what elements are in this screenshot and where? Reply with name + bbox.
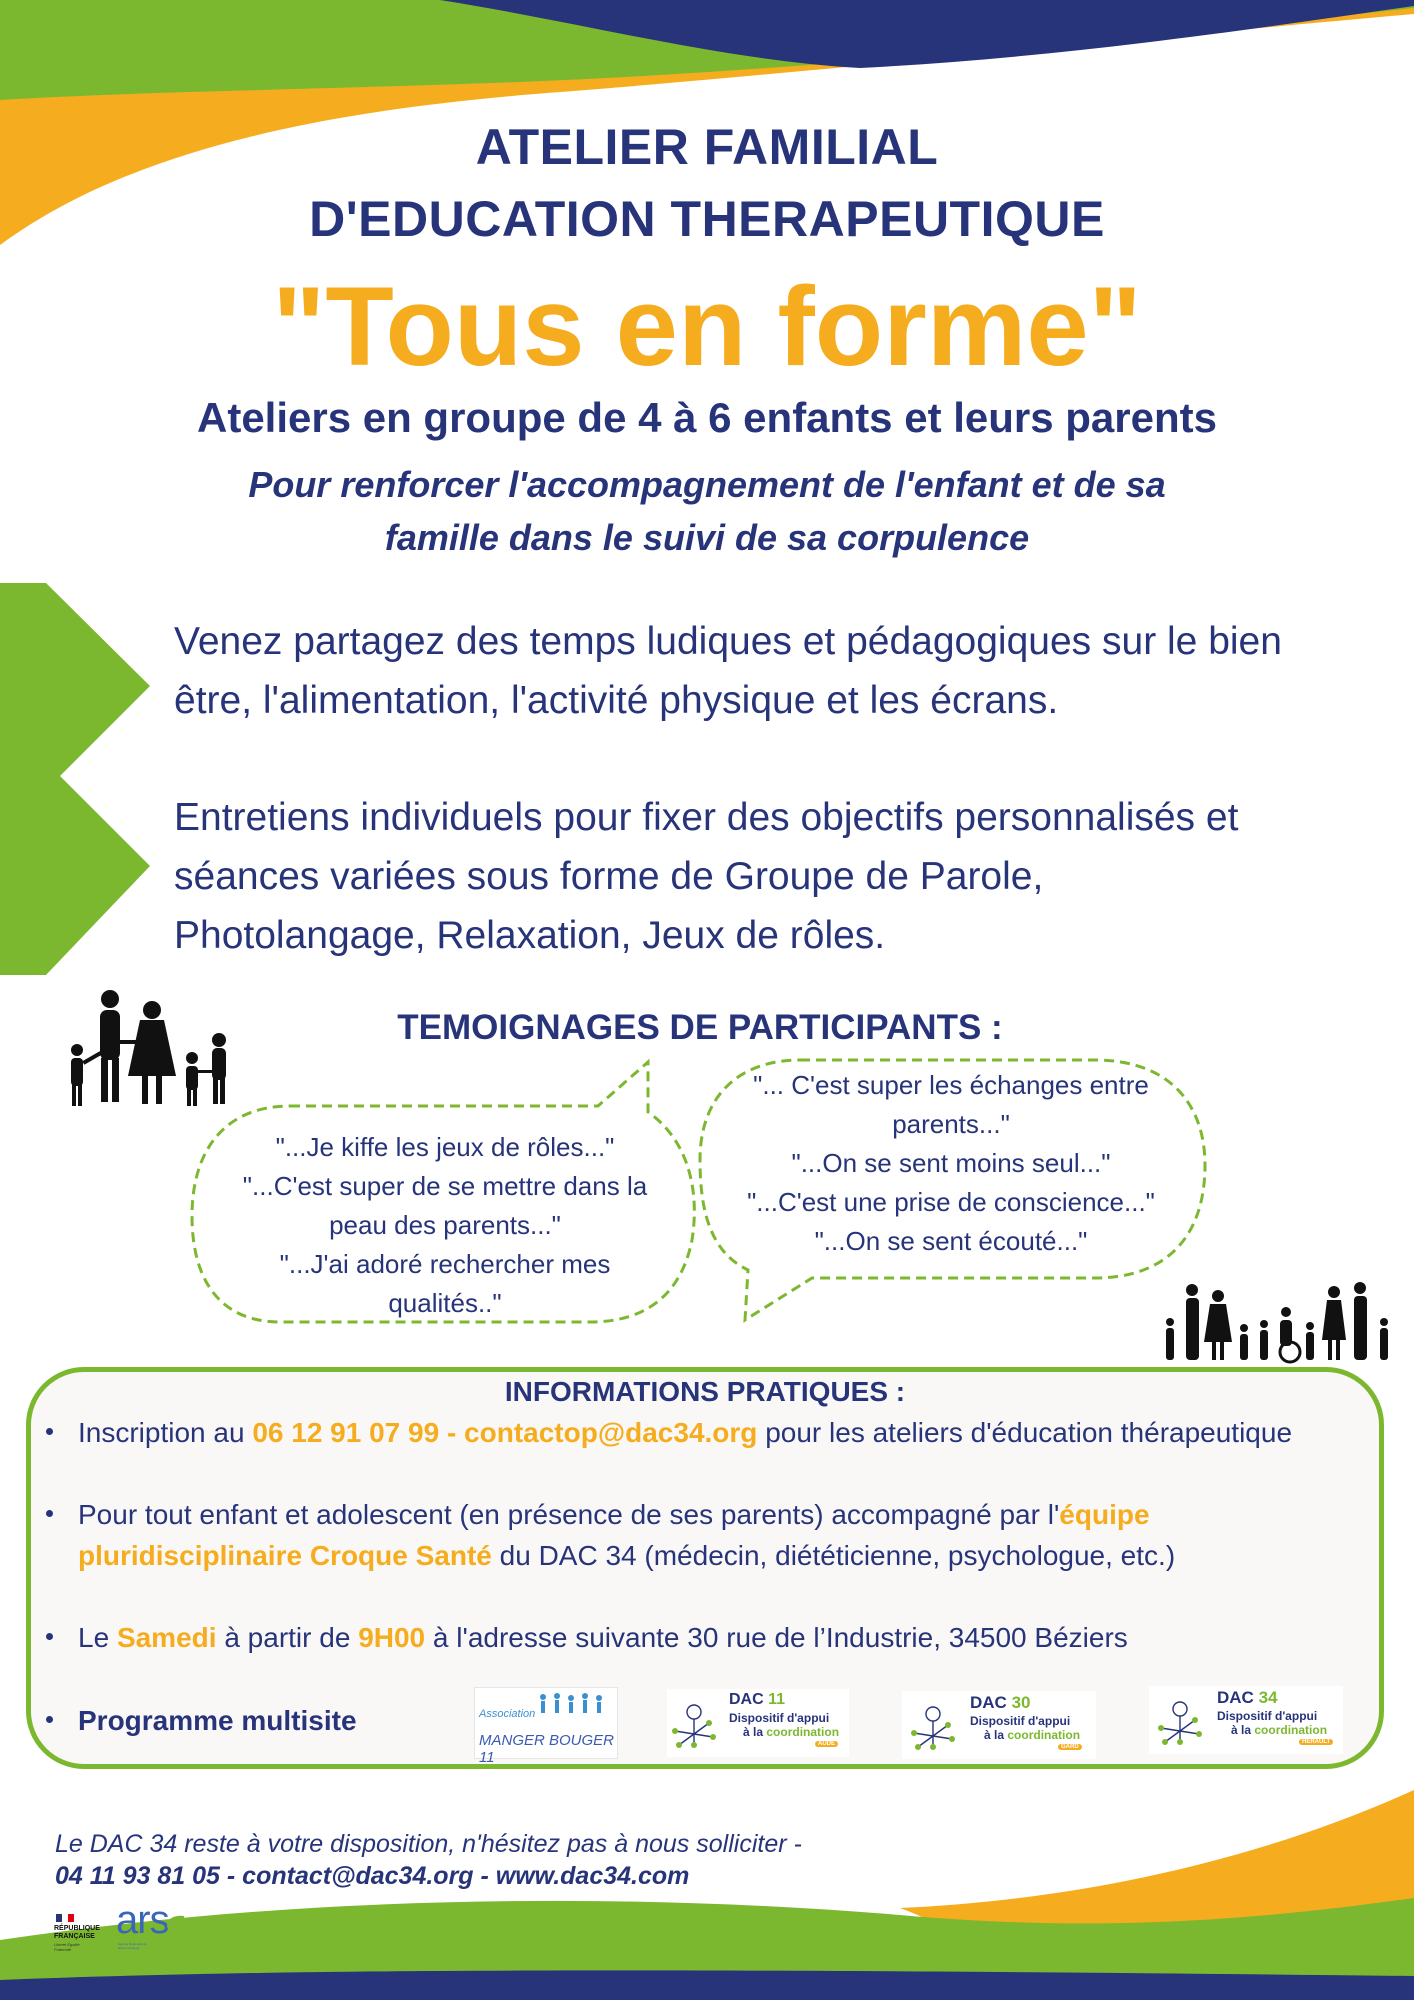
network-pin-icon (910, 1703, 956, 1753)
dac-34-line2a: à la (1231, 1723, 1255, 1737)
schedule-day: Samedi (116, 1622, 217, 1653)
testimonial-bubble-right (714, 1066, 1188, 1261)
testimonials-title: TEMOIGNAGES DE PARTICIPANTS : (397, 1008, 1003, 1047)
program-name: "Tous en forme" (272, 264, 1142, 389)
audience-suffix: du DAC 34 (médecin, diététicienne, psychologue, etc.) (491, 1540, 1176, 1571)
audience-team-highlight: équipe pluridisciplinaire Croque Santé (78, 1499, 1150, 1571)
schedule-address: à l'adresse suivante 30 rue de l’Industrie, 34500 Béziers (425, 1622, 1128, 1653)
dac-11-prefix: DAC (729, 1691, 764, 1708)
quote-line: "...C'est super de se mettre dans la (242, 1171, 648, 1201)
network-pin-icon (1157, 1698, 1203, 1748)
footer-availability: Le DAC 34 reste à votre disposition, n'hésitez pas à nous solliciter - (55, 1830, 802, 1858)
registration-contact-link[interactable]: 06 12 91 07 99 - contactop@dac34.org (252, 1417, 758, 1448)
dac-34-dept: HÉRAULT (1299, 1739, 1333, 1745)
footer-contact[interactable]: 04 11 93 81 05 - contact@dac34.org - www.dac34.com (55, 1862, 690, 1890)
subtitle: Ateliers en groupe de 4 à 6 enfants et leurs parents (197, 394, 1217, 441)
dac-11-line2b: coordination (766, 1725, 840, 1739)
intro-p1-line-1: Venez partagez des temps ludiques et pédagogiques sur le bien (174, 620, 1282, 663)
quote-line: "...J'ai adoré rechercher mes (279, 1249, 611, 1279)
manger-bouger-assoc: Association (479, 1708, 536, 1720)
quote-line: peau des parents..." (329, 1210, 561, 1240)
bullet-dot (46, 1510, 53, 1517)
tagline-line-2: famille dans le suivi de sa corpulence (384, 517, 1030, 558)
multisite-label: Programme multisite (78, 1705, 357, 1736)
intro-p1-line-2: être, l'alimentation, l'activité physique et les écrans. (174, 679, 1059, 722)
quote-line: "...Je kiffe les jeux de rôles..." (275, 1132, 615, 1162)
rf-line-2: FRANÇAISE (54, 1933, 95, 1940)
dac-34-prefix: DAC (1217, 1688, 1254, 1707)
republique-francaise-logo (54, 1914, 110, 1964)
schedule-time: 9H00 (358, 1622, 426, 1653)
dac-30-dept: GARD (1058, 1744, 1082, 1750)
dac-34-line1: Dispositif d'appui (1217, 1709, 1318, 1723)
quote-line: qualités.." (388, 1288, 502, 1318)
audience-prefix: Pour tout enfant et adolescent (en présence de ses parents) accompagné par l' (78, 1499, 1060, 1530)
dac-30-prefix: DAC (970, 1693, 1007, 1712)
ars-wordmark: ars (116, 1898, 169, 1942)
rf-motto: Liberté Égalité Fraternité (54, 1942, 80, 1952)
schedule-prefix: Le (78, 1622, 117, 1653)
manger-bouger-name: MANGER BOUGER 11 (479, 1732, 615, 1766)
dac-30-line1: Dispositif d'appui (970, 1714, 1071, 1728)
dac-11-line1: Dispositif d'appui (729, 1711, 830, 1725)
dac-30-logo (902, 1691, 1096, 1759)
title-line-1: ATELIER FAMILIAL (475, 119, 939, 175)
quote-line: "...C'est une prise de conscience..." (747, 1187, 1155, 1217)
title-line-2: D'EDUCATION THERAPEUTIQUE (309, 191, 1105, 247)
dac-11-dept: AUDE (815, 1741, 838, 1747)
ars-logo (116, 1898, 192, 1954)
network-pin-icon (671, 1701, 717, 1751)
quote-line: parents..." (892, 1109, 1010, 1139)
dac-34-number: 34 (1258, 1688, 1278, 1707)
dac-34-line2b: coordination (1254, 1723, 1328, 1737)
practical-info-title: INFORMATIONS PRATIQUES : (504, 1376, 906, 1407)
bullet-dot (46, 1716, 53, 1723)
manger-bouger-logo (474, 1687, 618, 1766)
intro-p2-line-1: Entretiens individuels pour fixer des objectifs personnalisés et (174, 796, 1239, 839)
dac-30-line2b: coordination (1007, 1728, 1081, 1742)
intro-p2-line-3: Photolangage, Relaxation, Jeux de rôles. (174, 914, 886, 957)
marianne-flag-icon (56, 1914, 74, 1922)
dac-11-logo (667, 1689, 849, 1757)
registration-prefix: Inscription au (78, 1417, 253, 1448)
testimonial-bubble-left (208, 1128, 682, 1323)
ars-swoosh-icon (160, 1914, 190, 1950)
dac-34-logo (1149, 1686, 1343, 1754)
rf-line-1: RÉPUBLIQUE (54, 1925, 100, 1932)
dac-11-number: 11 (768, 1691, 786, 1708)
dac-30-line2a: à la (984, 1728, 1008, 1742)
schedule-mid: à partir de (216, 1622, 359, 1653)
bullet-dot (46, 1633, 53, 1640)
families-group-silhouette-icon (1162, 1282, 1394, 1364)
quote-line: "...On se sent moins seul..." (791, 1148, 1111, 1178)
registration-suffix: pour les ateliers d'éducation thérapeutique (757, 1417, 1293, 1448)
children-jumping-icon (537, 1692, 607, 1722)
dac-11-line2a: à la (743, 1725, 767, 1739)
quote-line: "... C'est super les échanges entre (753, 1070, 1149, 1100)
bullet-dot (46, 1428, 53, 1435)
dac-30-number: 30 (1011, 1693, 1031, 1712)
ars-subtitle: Agence Régionale de Santé Occitanie (118, 1942, 147, 1950)
quote-line: "...On se sent écouté..." (814, 1226, 1088, 1256)
tagline-line-1: Pour renforcer l'accompagnement de l'enfant et de sa (248, 464, 1166, 505)
intro-p2-line-2: séances variées sous forme de Groupe de Parole, (174, 855, 1044, 898)
